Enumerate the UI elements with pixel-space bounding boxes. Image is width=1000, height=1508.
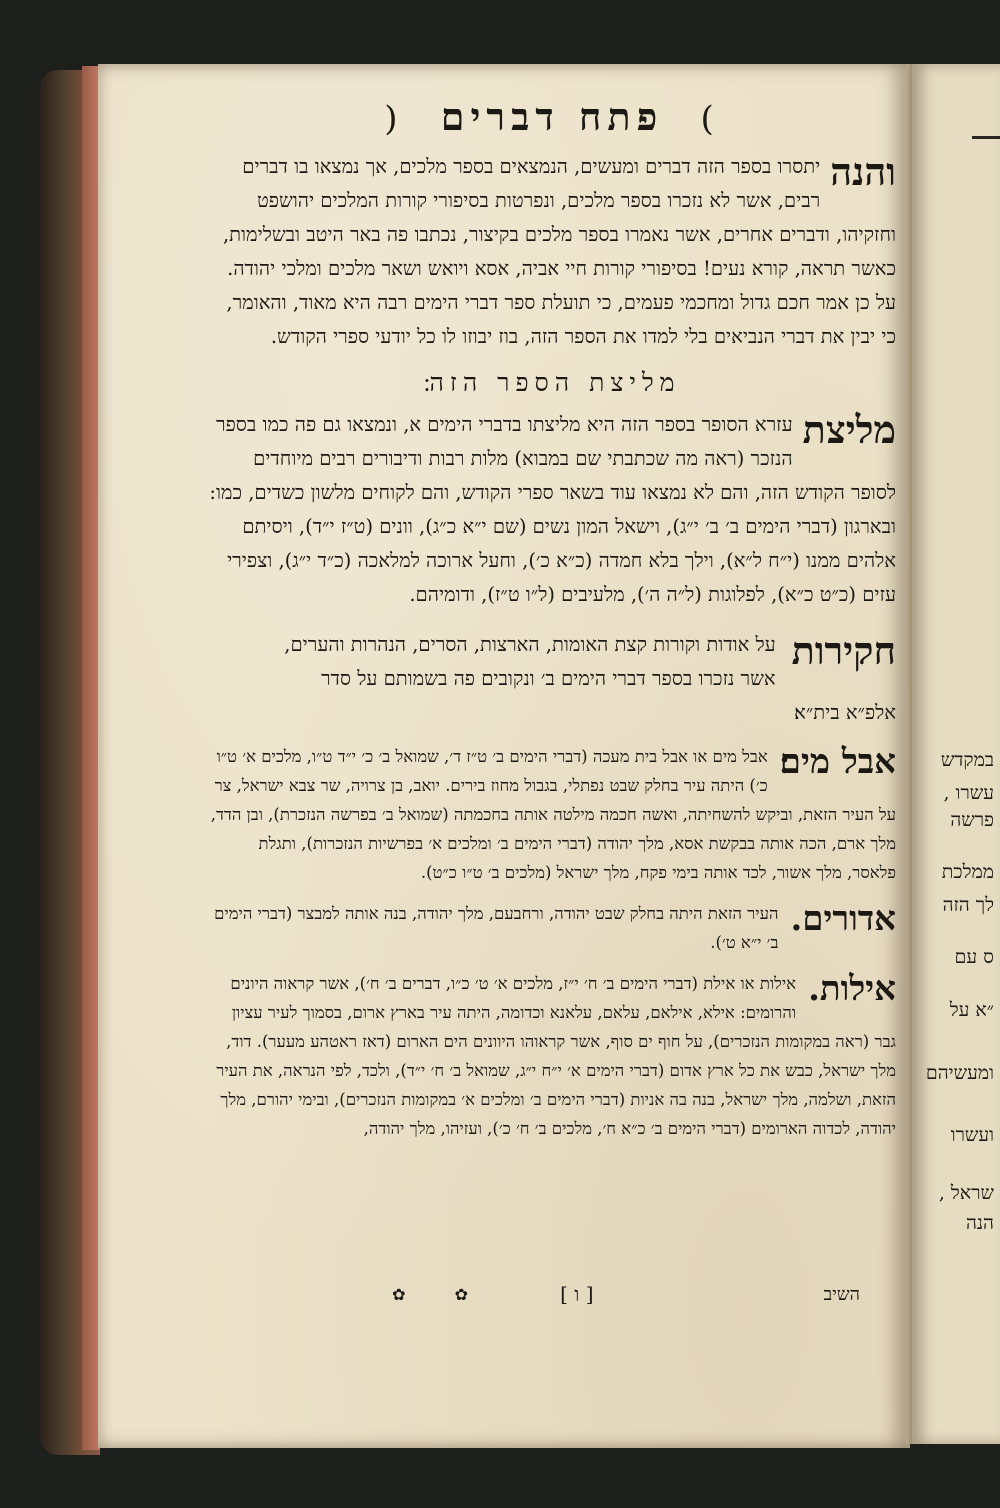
facing-word: פרשה bbox=[950, 809, 994, 831]
entry-head: אילות. bbox=[808, 969, 896, 1009]
melitzat-text: עזרא הסופר בספר הזה היא מליצתו בדברי הימים א, ונמצאו גם פה כמו בספר הנזכר (ראה מה שכתבתי שם במבוא) מלות רבות ודיבורים רבים מיוחדים לסופר הקודש הזה, והם לא נמצאו עוד בשאר ספרי הקודש, והם לקוחים מלשון כשדים, כמו: ובארגון (דברי הימים ב׳ ב׳ י״ג), וישאל המון נשים (שם י״א כ״ג), וונים (ט״ז י״ד), ויסיתם אלהים ממנו (י״ח ל״א), וילך בלא חמדה (כ״א כ׳), וחעל ארוכה למלאכה (כ״ד י״ג), וצפירי עזים (כ״ט כ״א), לפלוגות (ל״ה ה׳), מלעיבים (ל״ו ט״ז), ודומיהם. bbox=[209, 413, 896, 606]
facing-word: ממלכת bbox=[941, 861, 994, 883]
page-footer bbox=[208, 1282, 880, 1307]
facing-page-rule bbox=[972, 136, 1000, 139]
page-title bbox=[208, 94, 896, 140]
intro-dropcap: והנה bbox=[830, 149, 896, 194]
facing-word: ״א על bbox=[949, 999, 994, 1021]
facing-word: שראל , bbox=[938, 1182, 994, 1204]
intro-text: יתסרו בספר הזה דברים ומעשים, הנמצאים בספר מלכים, אך נמצאו בו דברים רבים, אשר לא נזכרו בספר מלכים, ונפרטות בסיפורי קורות המלכים יהושפט וחזקיהו, ודברים אחרים, אשר נאמרו בספר מלכים בקיצור, נכתבו פה באר היטב ובשלימות, כאשר תראה, קורא נעים! בסיפורי קורות חיי אביה, אסא ויואש ושאר מלכים ומלכי יהודה. על כן אמר חכם גדול ומחכמי פעמים, כי תועלת ספר דברי הימים רבה היא מאוד, והאומר, כי יבין את דברי הנביאים בלי למדו את הספר הזה, בוז יבוזו לו כל יודעי ספרי הקודש. bbox=[222, 155, 896, 348]
chiqirot-block bbox=[278, 628, 896, 730]
catchword: השיב bbox=[823, 1284, 860, 1305]
chiqirot-head: חקירות bbox=[791, 628, 896, 673]
intro-paragraph bbox=[208, 150, 896, 354]
entry-head: אדורים. bbox=[790, 899, 896, 939]
left-page bbox=[98, 64, 910, 1448]
entry-item bbox=[208, 969, 896, 1143]
section-heading: מליצת הספר הזה׃ bbox=[423, 368, 681, 397]
facing-word: במקדש bbox=[940, 749, 994, 771]
entry-item bbox=[208, 899, 896, 957]
facing-word: ועשרו bbox=[950, 1124, 994, 1146]
entry-text: אילות או אילת (דברי הימים ב׳ ח׳ י״ז, מלכים א׳ ט׳ כ״ו, דברים ב׳ ח׳), אשר קראוה היונים והרומים: אילא, אילאם, עלאם, עלאנא וכדומה, היתה עיר בארץ ארום, בסמוך לעיר עציון גבר (ראה במקומות הנזכרים), על חוף ים סוף, אשר קראוהו היוונים הים הארום (דאז ראטהע מעער). דוד, מלך ישראל, כבש את כל ארץ אדום (דברי הימים א׳ י״ח י״ג, שמואל ב׳ ח׳ י״ד), ולכד, לפי הנראה, את העיר הזאת, ושלמה, מלך ישראל, בנה בה אניות (דברי הימים ב׳ ומלכים א׳ במקומות הנזכרים), ובימי יהורם, מלך יהודה, לכדוה הארומים (דברי הימים ב׳ כ״א ח׳, מלכים ב׳ ח׳ כ׳), ועזיהו, מלך יהודה, bbox=[216, 974, 896, 1138]
title-ornament-left: ( bbox=[384, 99, 404, 139]
entry-head: אבל מים׃ bbox=[779, 742, 896, 782]
entry-item bbox=[208, 742, 896, 887]
footer-ornament: ✿ ✿ bbox=[392, 1285, 491, 1304]
entry-text: העיר הזאת היתה בחלק שבט יהודה, ורחבעם, מלך יהודה, בנה אותה למבצר (דברי הימים ב׳ י״א ט׳). bbox=[214, 904, 779, 952]
title-ornament-right: ) bbox=[700, 99, 720, 139]
facing-word: עשרו , bbox=[943, 782, 994, 804]
page-number: [ ו ] bbox=[560, 1282, 594, 1306]
facing-page bbox=[912, 64, 1000, 1444]
entry-text: אבל מים או אבל בית מעכה (דברי הימים ב׳ ט״ז ד׳, שמואל ב׳ כ׳ י״ד ט״ו, מלכים א׳ ט״ו כ׳) היתה עיר בחלק שבט נפתלי, בגבול מחוז בירים. יואב, בן צרויה, שר צבא ישראל, צר על העיר הזאת, וביקש להשחיתה, ואשה חכמה מילטה אותה בחכמתה (שמואל ב׳ בפרשה הנזכרת), ובן הדד, מלך ארם, הכה אותה בבקשת אסא, מלך יהודה (דברי הימים ב׳ ומלכים א׳ בפרשיות הנזכרות), ותגלת פלאסר, מלך אשור, לכד אותה בימי פקח, מלך ישראל (מלכים ב׳ ט״ו כ״ט). bbox=[210, 747, 896, 882]
facing-word: לך הזה bbox=[942, 894, 994, 916]
page-content bbox=[208, 94, 896, 1143]
facing-word: ס עם bbox=[954, 946, 994, 968]
facing-word: ומעשיהם bbox=[925, 1062, 994, 1084]
chiqirot-text: על אודות וקורות קצת האומות, הארצות, הסרים, הנהרות והערים, אשר נזכרו בספר דברי הימים ב׳ ונקובים פה בשמותם על סדר אלפ״א בית״א׃ bbox=[284, 633, 896, 724]
facing-word: הנה bbox=[965, 1212, 994, 1234]
melitzat-head: מליצת bbox=[802, 407, 896, 452]
melitzat-paragraph bbox=[208, 408, 896, 612]
page-title-text: פתח דברים bbox=[440, 94, 664, 139]
